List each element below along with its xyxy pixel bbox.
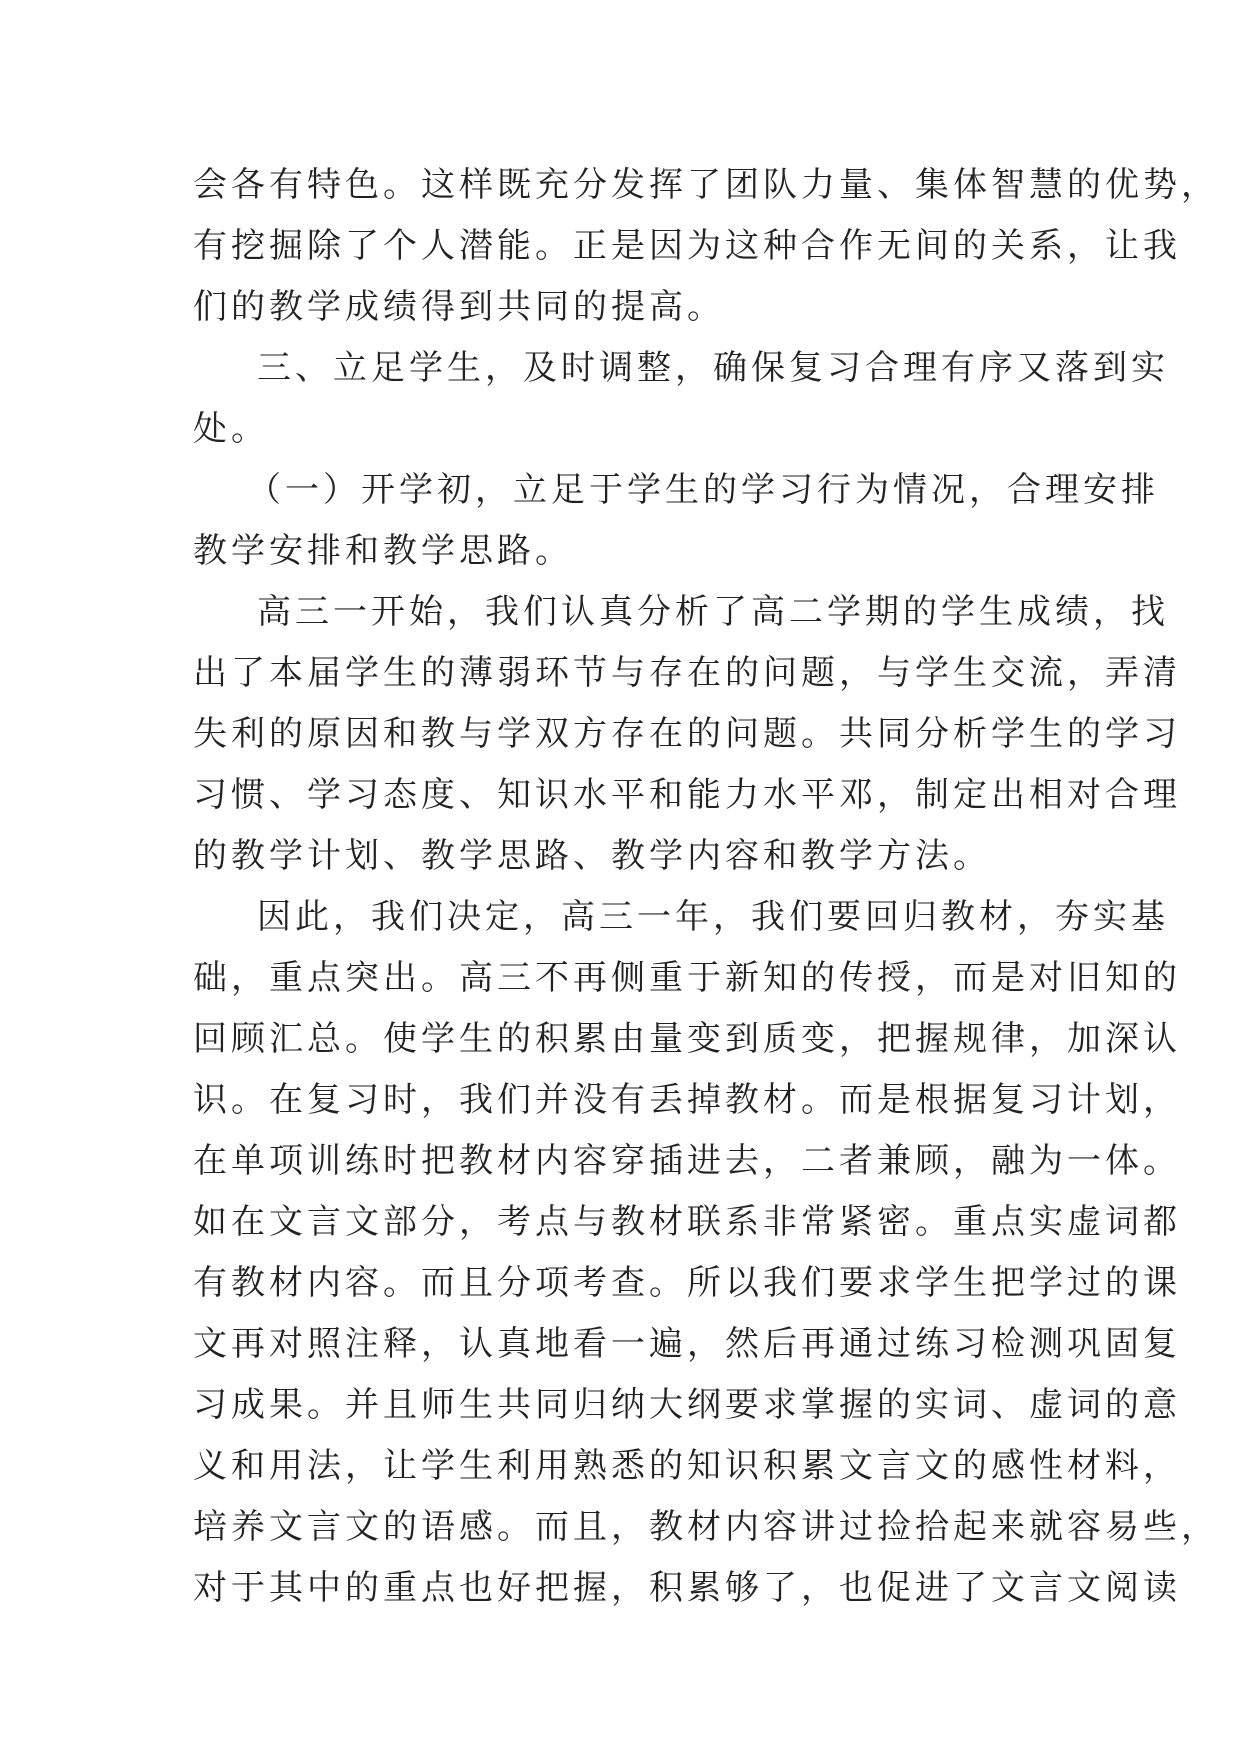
text-line: 们的教学成绩得到共同的提高。 <box>193 287 725 327</box>
text-line: 在单项训练时把教材内容穿插进去，二者兼顾，融为一体。 <box>193 1141 1181 1181</box>
subsection-heading: （一）开学初，立足于学生的学习行为情况，合理安排 <box>247 470 1159 510</box>
text-line: 习成果。并且师生共同归纳大纲要求掌握的实词、虚词的意 <box>193 1385 1181 1425</box>
text-line: 失利的原因和教与学双方存在的问题。共同分析学生的学习 <box>193 714 1181 754</box>
section-heading: 三、立足学生，及时调整，确保复习合理有序又落到实 <box>257 348 1169 388</box>
text-line: 础，重点突出。高三不再侧重于新知的传授，而是对旧知的 <box>193 958 1181 998</box>
text-line: 义和用法，让学生利用熟悉的知识积累文言文的感性材料， <box>193 1446 1181 1486</box>
text-line: 文再对照注释，认真地看一遍，然后再通过练习检测巩固复 <box>193 1324 1181 1364</box>
text-line: 培养文言文的语感。而且，教材内容讲过捡拾起来就容易些， <box>193 1507 1219 1547</box>
paragraph-start: 因此，我们决定，高三一年，我们要回归教材，夯实基 <box>257 897 1169 937</box>
text-line: 的教学计划、教学思路、教学内容和教学方法。 <box>193 836 991 876</box>
text-line: 习惯、学习态度、知识水平和能力水平邓，制定出相对合理 <box>193 775 1181 815</box>
text-line: 回顾汇总。使学生的积累由量变到质变，把握规律，加深认 <box>193 1019 1181 1059</box>
paragraph-start: 高三一开始，我们认真分析了高二学期的学生成绩，找 <box>257 592 1169 632</box>
document-body <box>193 155 1219 1619</box>
text-line: 对于其中的重点也好把握，积累够了，也促进了文言文阅读 <box>193 1568 1181 1608</box>
text-line: 如在文言文部分，考点与教材联系非常紧密。重点实虚词都 <box>193 1202 1181 1242</box>
text-line: 教学安排和教学思路。 <box>193 531 573 571</box>
text-line: 有教材内容。而且分项考查。所以我们要求学生把学过的课 <box>193 1263 1181 1303</box>
text-line: 有挖掘除了个人潜能。正是因为这种合作无间的关系，让我 <box>193 226 1181 266</box>
text-line: 出了本届学生的薄弱环节与存在的问题，与学生交流，弄清 <box>193 653 1181 693</box>
text-line: 处。 <box>193 409 269 449</box>
text-line: 识。在复习时，我们并没有丢掉教材。而是根据复习计划， <box>193 1080 1181 1120</box>
text-line: 会各有特色。这样既充分发挥了团队力量、集体智慧的优势， <box>193 165 1219 205</box>
